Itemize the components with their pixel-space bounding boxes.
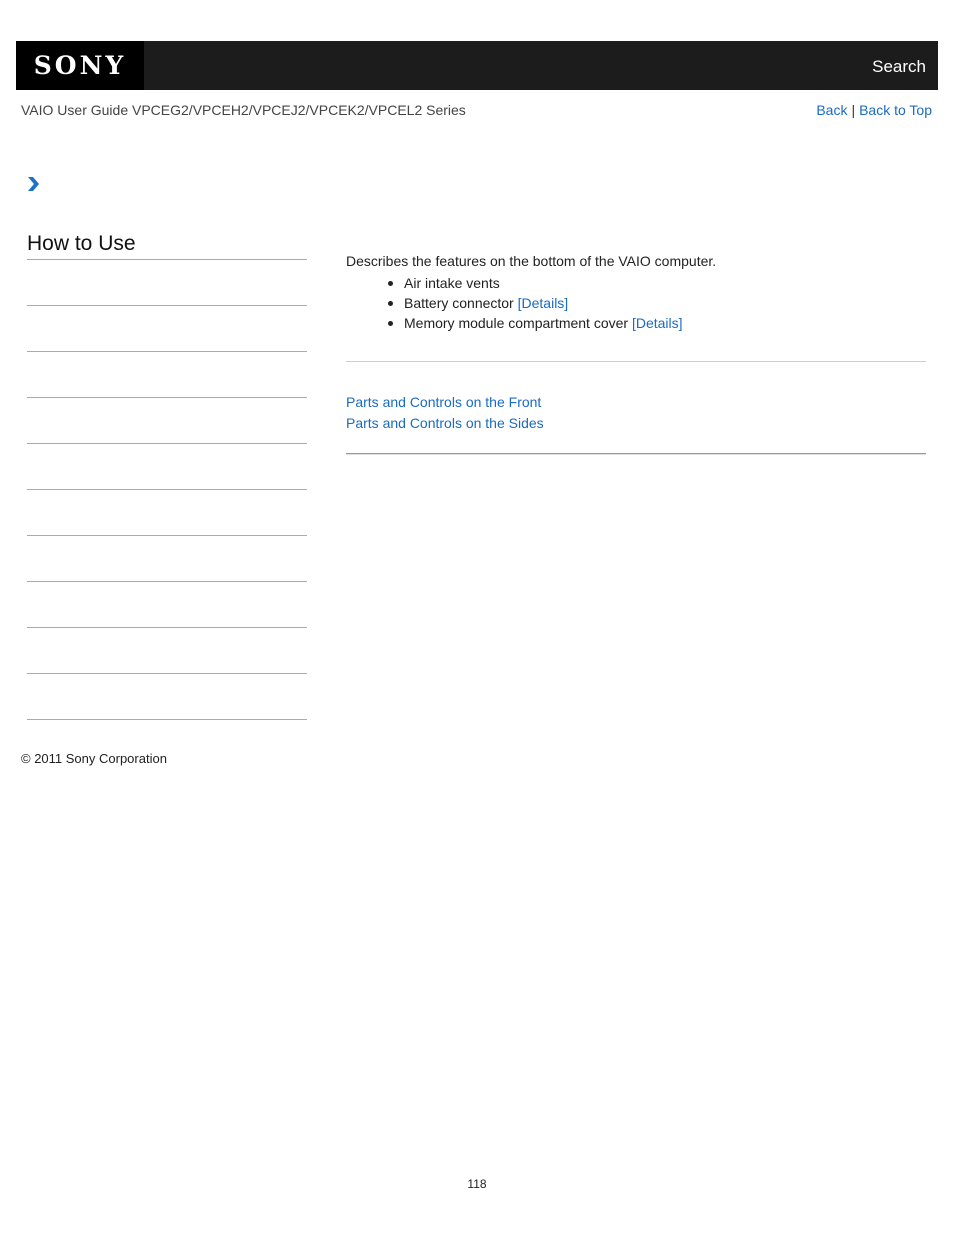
page-number: 118 [467, 1177, 487, 1191]
sony-logo[interactable] [16, 41, 144, 90]
sidebar-item[interactable] [27, 674, 307, 720]
feature-list [346, 273, 926, 333]
guide-title: VAIO User Guide VPCEG2/VPCEH2/VPCEJ2/VPCEK2/VPCEL2 Series [21, 102, 466, 118]
divider [346, 453, 926, 455]
sidebar-title: How to Use [27, 232, 307, 260]
feature-text: Memory module compartment cover [404, 315, 632, 331]
sidebar-item[interactable] [27, 398, 307, 444]
list-item [388, 273, 926, 293]
sidebar-item[interactable] [27, 536, 307, 582]
sidebar-item[interactable] [27, 582, 307, 628]
feature-text: Air intake vents [404, 275, 500, 291]
back-to-top-link[interactable]: Back to Top [859, 102, 932, 118]
related-links [346, 392, 544, 434]
sidebar [27, 232, 307, 720]
copyright: © 2011 Sony Corporation [21, 751, 167, 766]
related-link-sides[interactable]: Parts and Controls on the Sides [346, 415, 544, 431]
chevron-right-icon [26, 176, 40, 192]
sidebar-item[interactable] [27, 444, 307, 490]
header-bar [16, 41, 938, 90]
details-link[interactable]: [Details] [631, 315, 683, 331]
nav-separator: | [851, 102, 856, 118]
intro-text: Describes the features on the bottom of the VAIO computer. [346, 253, 717, 269]
sidebar-item[interactable] [27, 352, 307, 398]
sidebar-item[interactable] [27, 628, 307, 674]
back-link[interactable]: Back [816, 102, 848, 118]
sidebar-item[interactable] [27, 260, 307, 306]
top-nav [816, 102, 932, 118]
feature-text: Battery connector [404, 295, 518, 311]
related-link-front[interactable]: Parts and Controls on the Front [346, 394, 542, 410]
divider [346, 361, 926, 362]
main-content [346, 253, 926, 333]
sidebar-item[interactable] [27, 490, 307, 536]
sidebar-item[interactable] [27, 306, 307, 352]
search-button[interactable]: Search [872, 57, 926, 76]
list-item [388, 313, 926, 333]
list-item [388, 293, 926, 313]
logo-text: SONY [33, 51, 127, 80]
details-link[interactable]: [Details] [517, 295, 569, 311]
